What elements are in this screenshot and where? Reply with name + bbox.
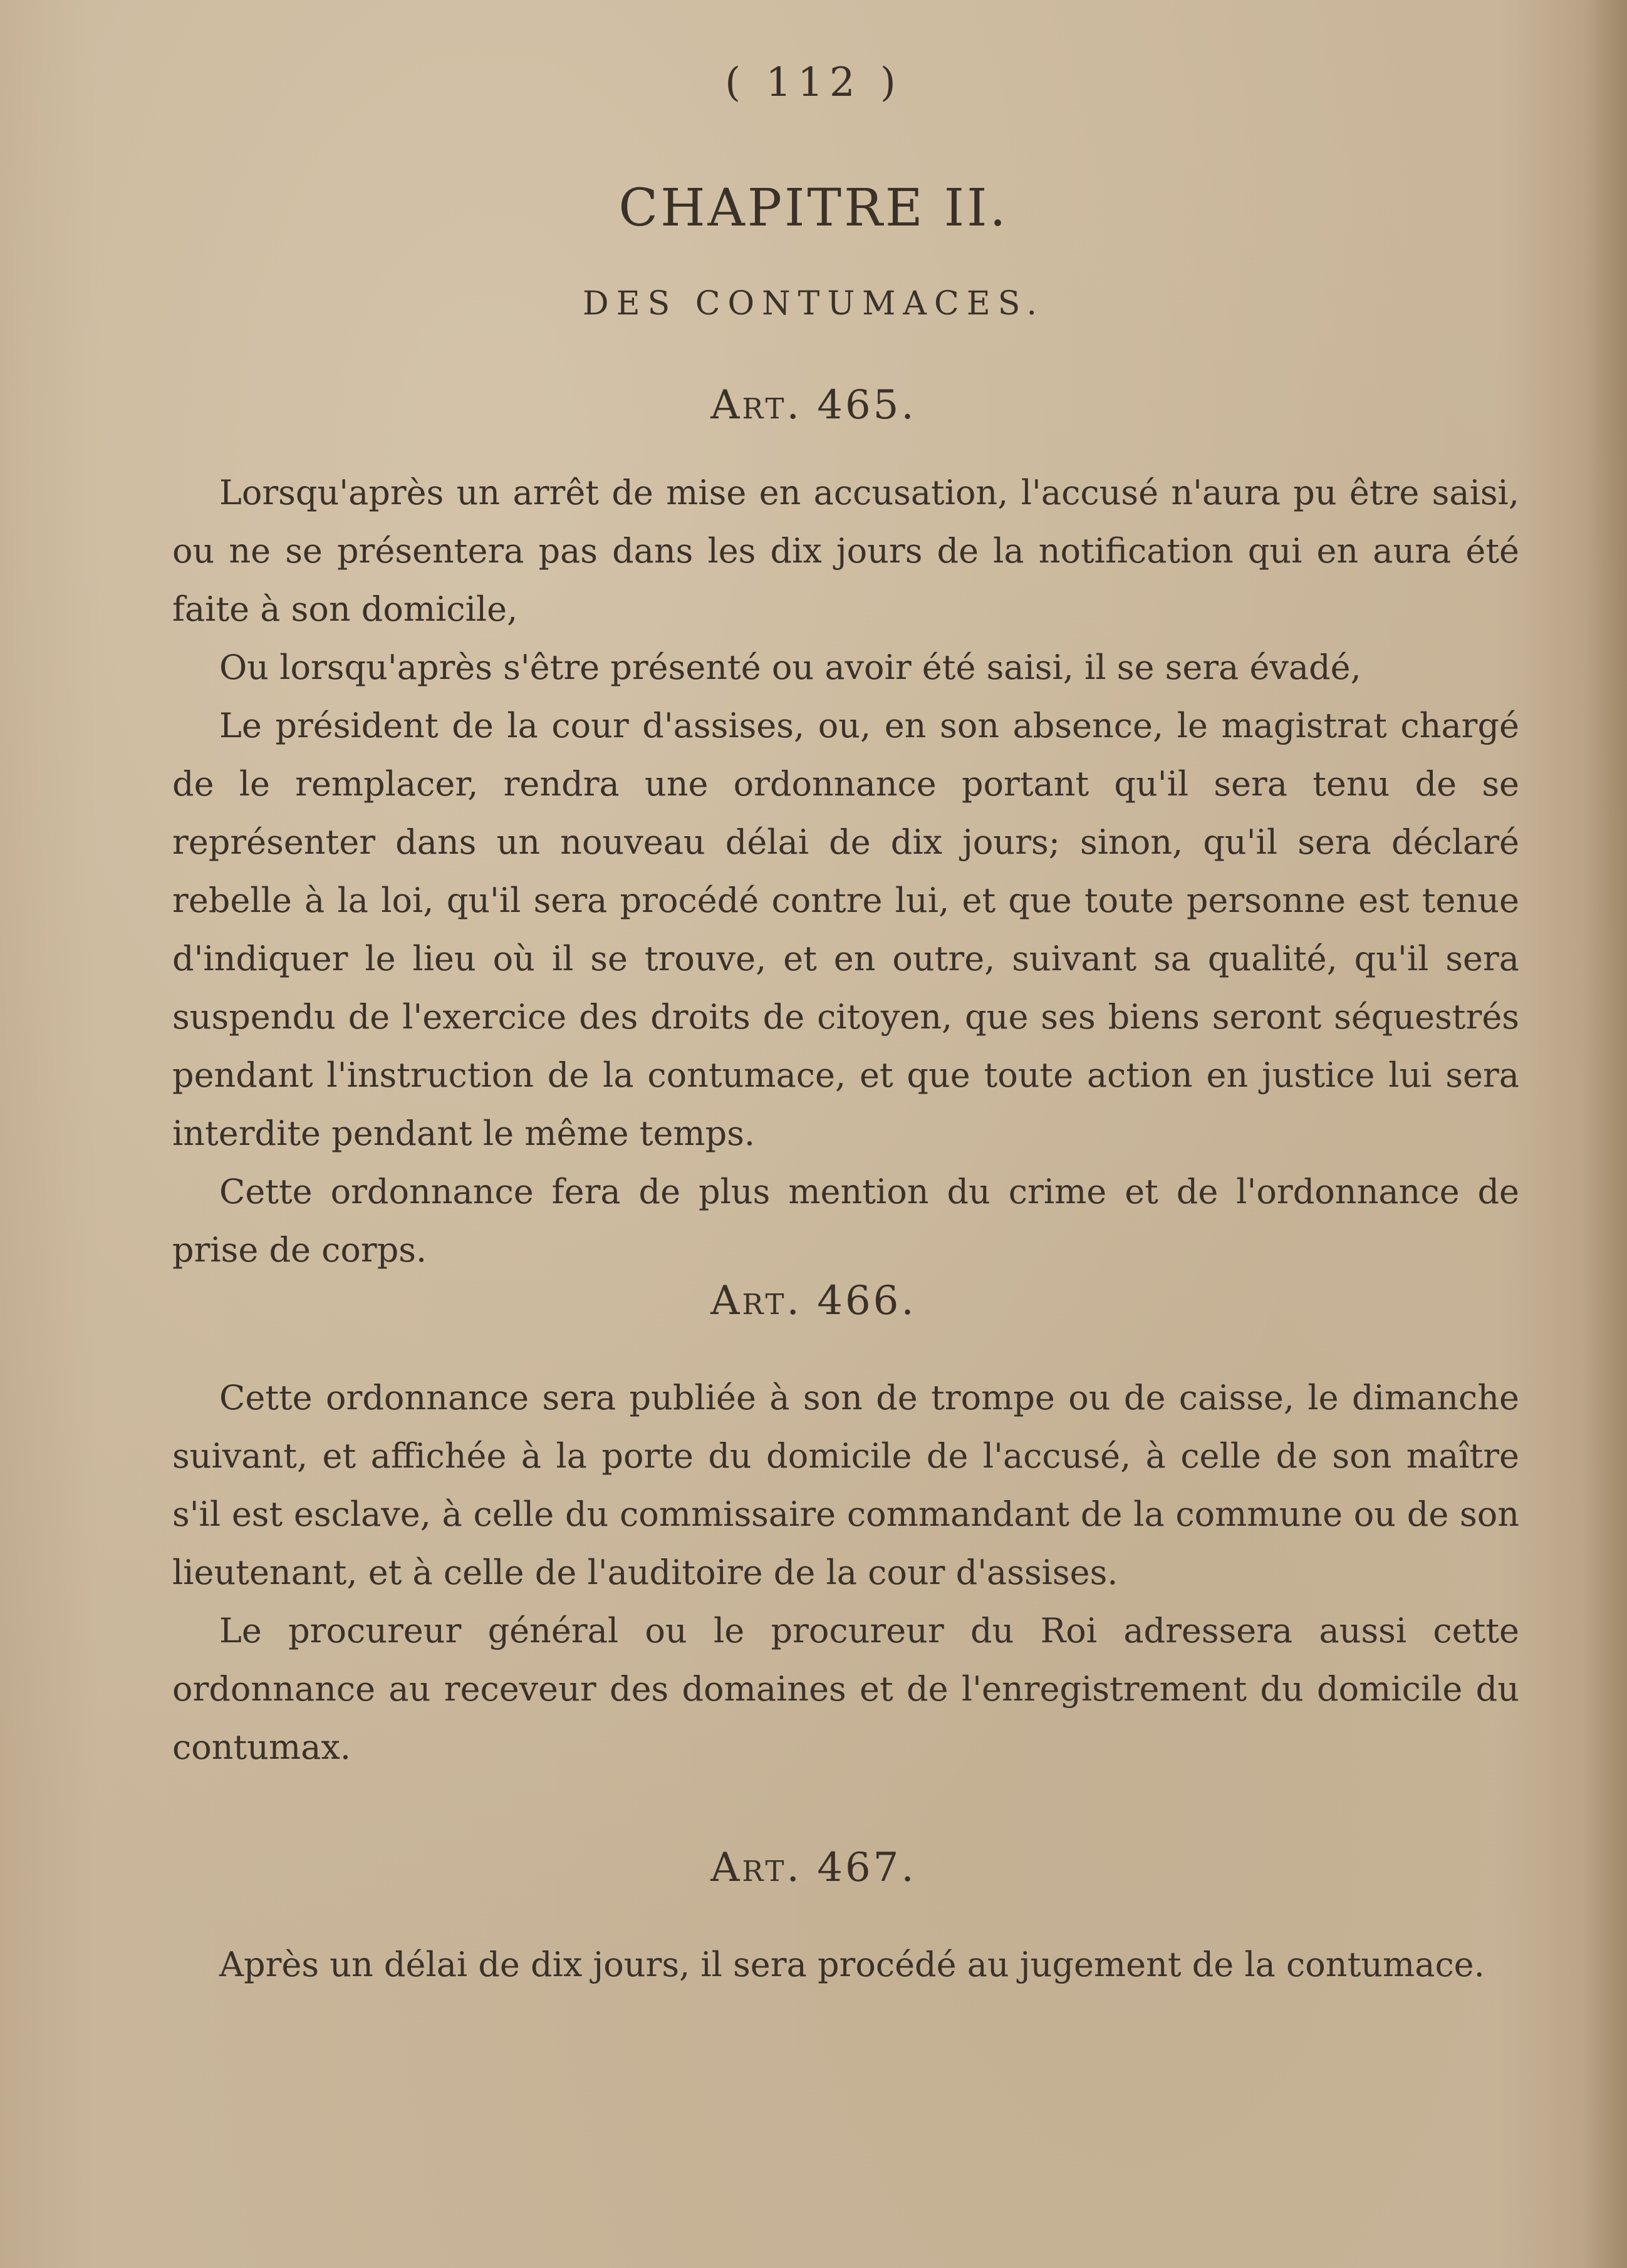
article-466-body — [172, 1369, 1519, 1776]
article-465-heading: Art. 465. — [710, 382, 917, 428]
paragraph: Ou lorsqu'après s'être présenté ou avoir été saisi, il se sera évadé, — [219, 648, 1361, 687]
paragraph: Après un délai de dix jours, il sera procédé au jugement de la contumace. — [219, 1945, 1485, 1984]
paragraph: Cette ordonnance sera publiée à son de trompe ou de caisse, le dimanche suivant, et affichée à la porte du domicile de l'accusé, à celle de son maître s'il est esclave, à celle du commissaire commandant de la commune ou de son lieutenant, et à celle de l'auditoire de la cour d'assises. — [172, 1378, 1519, 1592]
article-466-heading: Art. 466. — [710, 1278, 917, 1324]
paragraph: Cette ordonnance fera de plus mention du crime et de l'ordonnance de prise de corps. — [172, 1172, 1519, 1270]
page-number: ( 112 ) — [725, 60, 902, 106]
paragraph: Le président de la cour d'assises, ou, en son absence, le magistrat chargé de le remplacer, rendra une ordonnance portant qu'il sera tenu de se représenter dans un nouveau délai de dix jours; sinon, qu'il sera déclaré rebelle à la loi, qu'il sera procédé contre lui, et que toute personne est tenue d'indiquer le lieu où il se trouve, et en outre, suivant sa qualité, qu'il sera suspendu de l'exercice des droits de citoyen, que ses biens seront séquestrés pendant l'instruction de la contumace, et que toute action en justice lui sera interdite pendant le même temps. — [172, 706, 1519, 1153]
article-467-body — [172, 1935, 1519, 1994]
paragraph: Le procureur général ou le procureur du Roi adressera aussi cette ordonnance au receveur des domaines et de l'enregistrement du domicile du contumax. — [172, 1611, 1519, 1767]
section-title: DES CONTUMACES. — [582, 285, 1045, 323]
page-edge-shadow — [1583, 0, 1627, 2268]
paragraph: Lorsqu'après un arrêt de mise en accusation, l'accusé n'aura pu être saisi, ou ne se présentera pas dans les dix jours de la notification qui en aura été faite à son domicile, — [172, 473, 1519, 629]
article-467-heading: Art. 467. — [710, 1845, 917, 1891]
chapter-title: CHAPITRE II. — [618, 179, 1009, 238]
article-465-body — [172, 463, 1519, 1279]
